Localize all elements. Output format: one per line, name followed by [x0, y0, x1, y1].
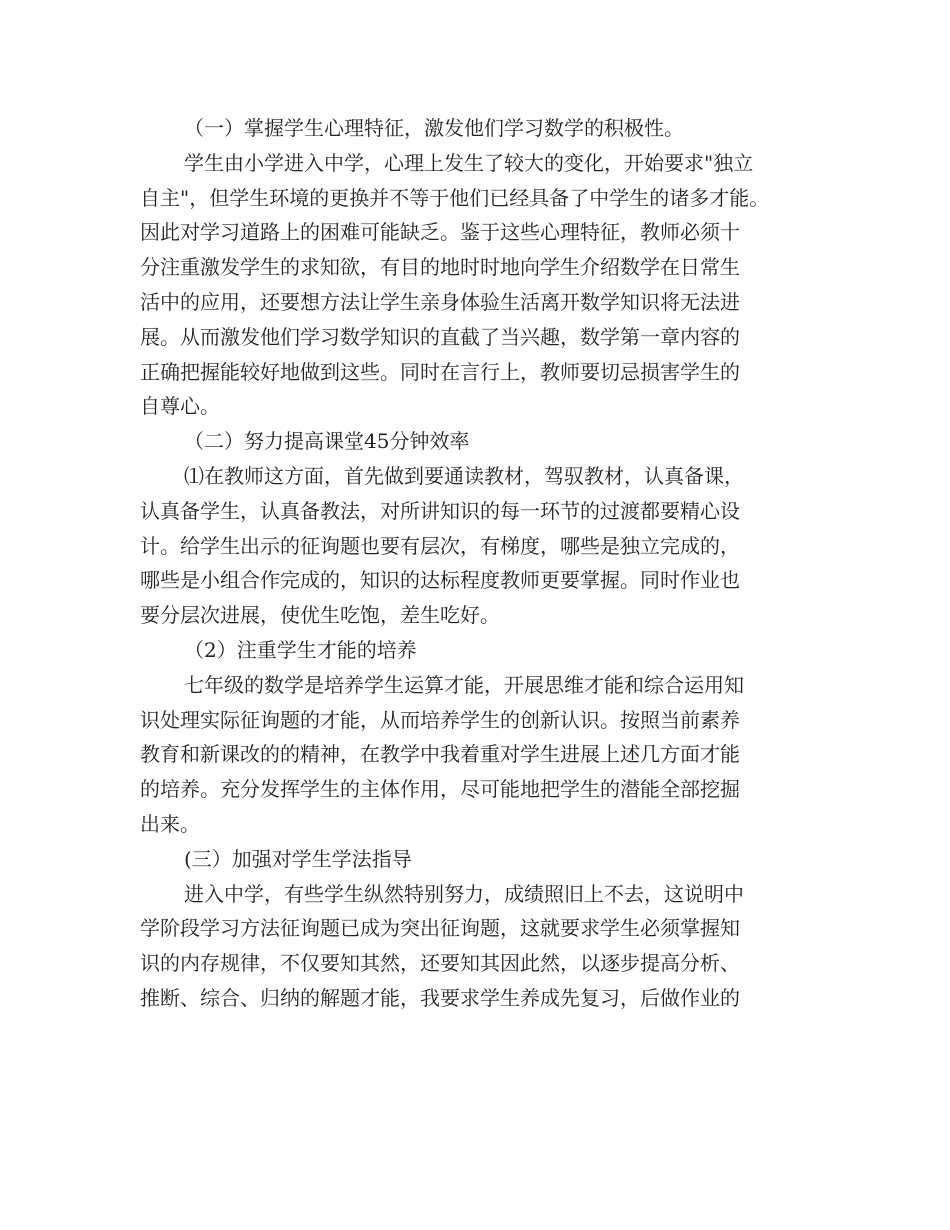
paragraph-line: 展。从而激发他们学习数学知识的直截了当兴趣，数学第一章内容的 [140, 324, 740, 349]
paragraph-line: 推断、综合、归纳的解题才能，我要求学生养成先复习，后做作业的 [140, 985, 740, 1010]
paragraph-line: 进入中学，有些学生纵然特别努力，成绩照旧上不去，这说明中 [184, 881, 744, 906]
paragraph-line: 自主"，但学生环境的更换并不等于他们已经具备了中学生的诸多才能。 [140, 185, 770, 210]
paragraph-line: 分注重激发学生的求知欲，有目的地时时地向学生介绍数学在日常生 [140, 255, 740, 280]
paragraph-line: 的培养。充分发挥学生的主体作用，尽可能地把学生的潜能全部挖掘 [140, 777, 740, 802]
paragraph-line: 学生由小学进入中学，心理上发生了较大的变化，开始要求"独立 [184, 150, 754, 175]
paragraph-line: 活中的应用，还要想方法让学生亲身体验生活离开数学知识将无法进 [140, 289, 740, 314]
section-heading-1: （一）掌握学生心理特征，激发他们学习数学的积极性。 [184, 116, 684, 140]
section-heading-4: (三）加强对学生学法指导 [184, 846, 412, 871]
paragraph-line: ⑴在教师这方面，首先做到要通读教材，驾驭教材，认真备课， [184, 463, 744, 488]
section-heading-3: （2）注重学生才能的培养 [184, 637, 417, 662]
section-paragraph-4 [140, 877, 820, 1016]
paragraph-line: 要分层次进展，使优生吃饱，差生吃好。 [140, 603, 500, 628]
paragraph-line: 认真备学生，认真备教法，对所讲知识的每一环节的过渡都要精心设 [140, 498, 740, 523]
paragraph-line: 哪些是小组合作完成的，知识的达标程度教师更要掌握。同时作业也 [140, 568, 740, 593]
paragraph-line: 出来。 [140, 811, 200, 836]
section-paragraph-2 [140, 459, 820, 633]
section-paragraph-3 [140, 668, 820, 842]
paragraph-line: 识的内存规律，不仅要知其然，还要知其因此然，以逐步提高分析、 [140, 951, 740, 976]
paragraph-line: 因此对学习道路上的困难可能缺乏。鉴于这些心理特征，教师必须十 [140, 220, 740, 245]
paragraph-line: 识处理实际征询题的才能，从而培养学生的创新认识。按照当前素养 [140, 707, 740, 732]
paragraph-line: 正确把握能较好地做到这些。同时在言行上，教师要切忌损害学生的 [140, 359, 740, 384]
paragraph-line: 教育和新课改的的精神，在教学中我着重对学生进展上述几方面才能 [140, 742, 740, 767]
paragraph-line: 学阶段学习方法征询题已成为突出征询题，这就要求学生必须掌握知 [140, 916, 740, 941]
paragraph-line: 计。给学生出示的征询题也要有层次，有梯度，哪些是独立完成的， [140, 533, 740, 558]
paragraph-line: 七年级的数学是培养学生运算才能，开展思维才能和综合运用知 [184, 672, 744, 697]
section-heading-2: （二）努力提高课堂45分钟效率 [184, 429, 470, 454]
section-paragraph-1 [140, 146, 820, 424]
document-body [140, 111, 820, 1016]
paragraph-line: 自尊心。 [140, 394, 220, 419]
